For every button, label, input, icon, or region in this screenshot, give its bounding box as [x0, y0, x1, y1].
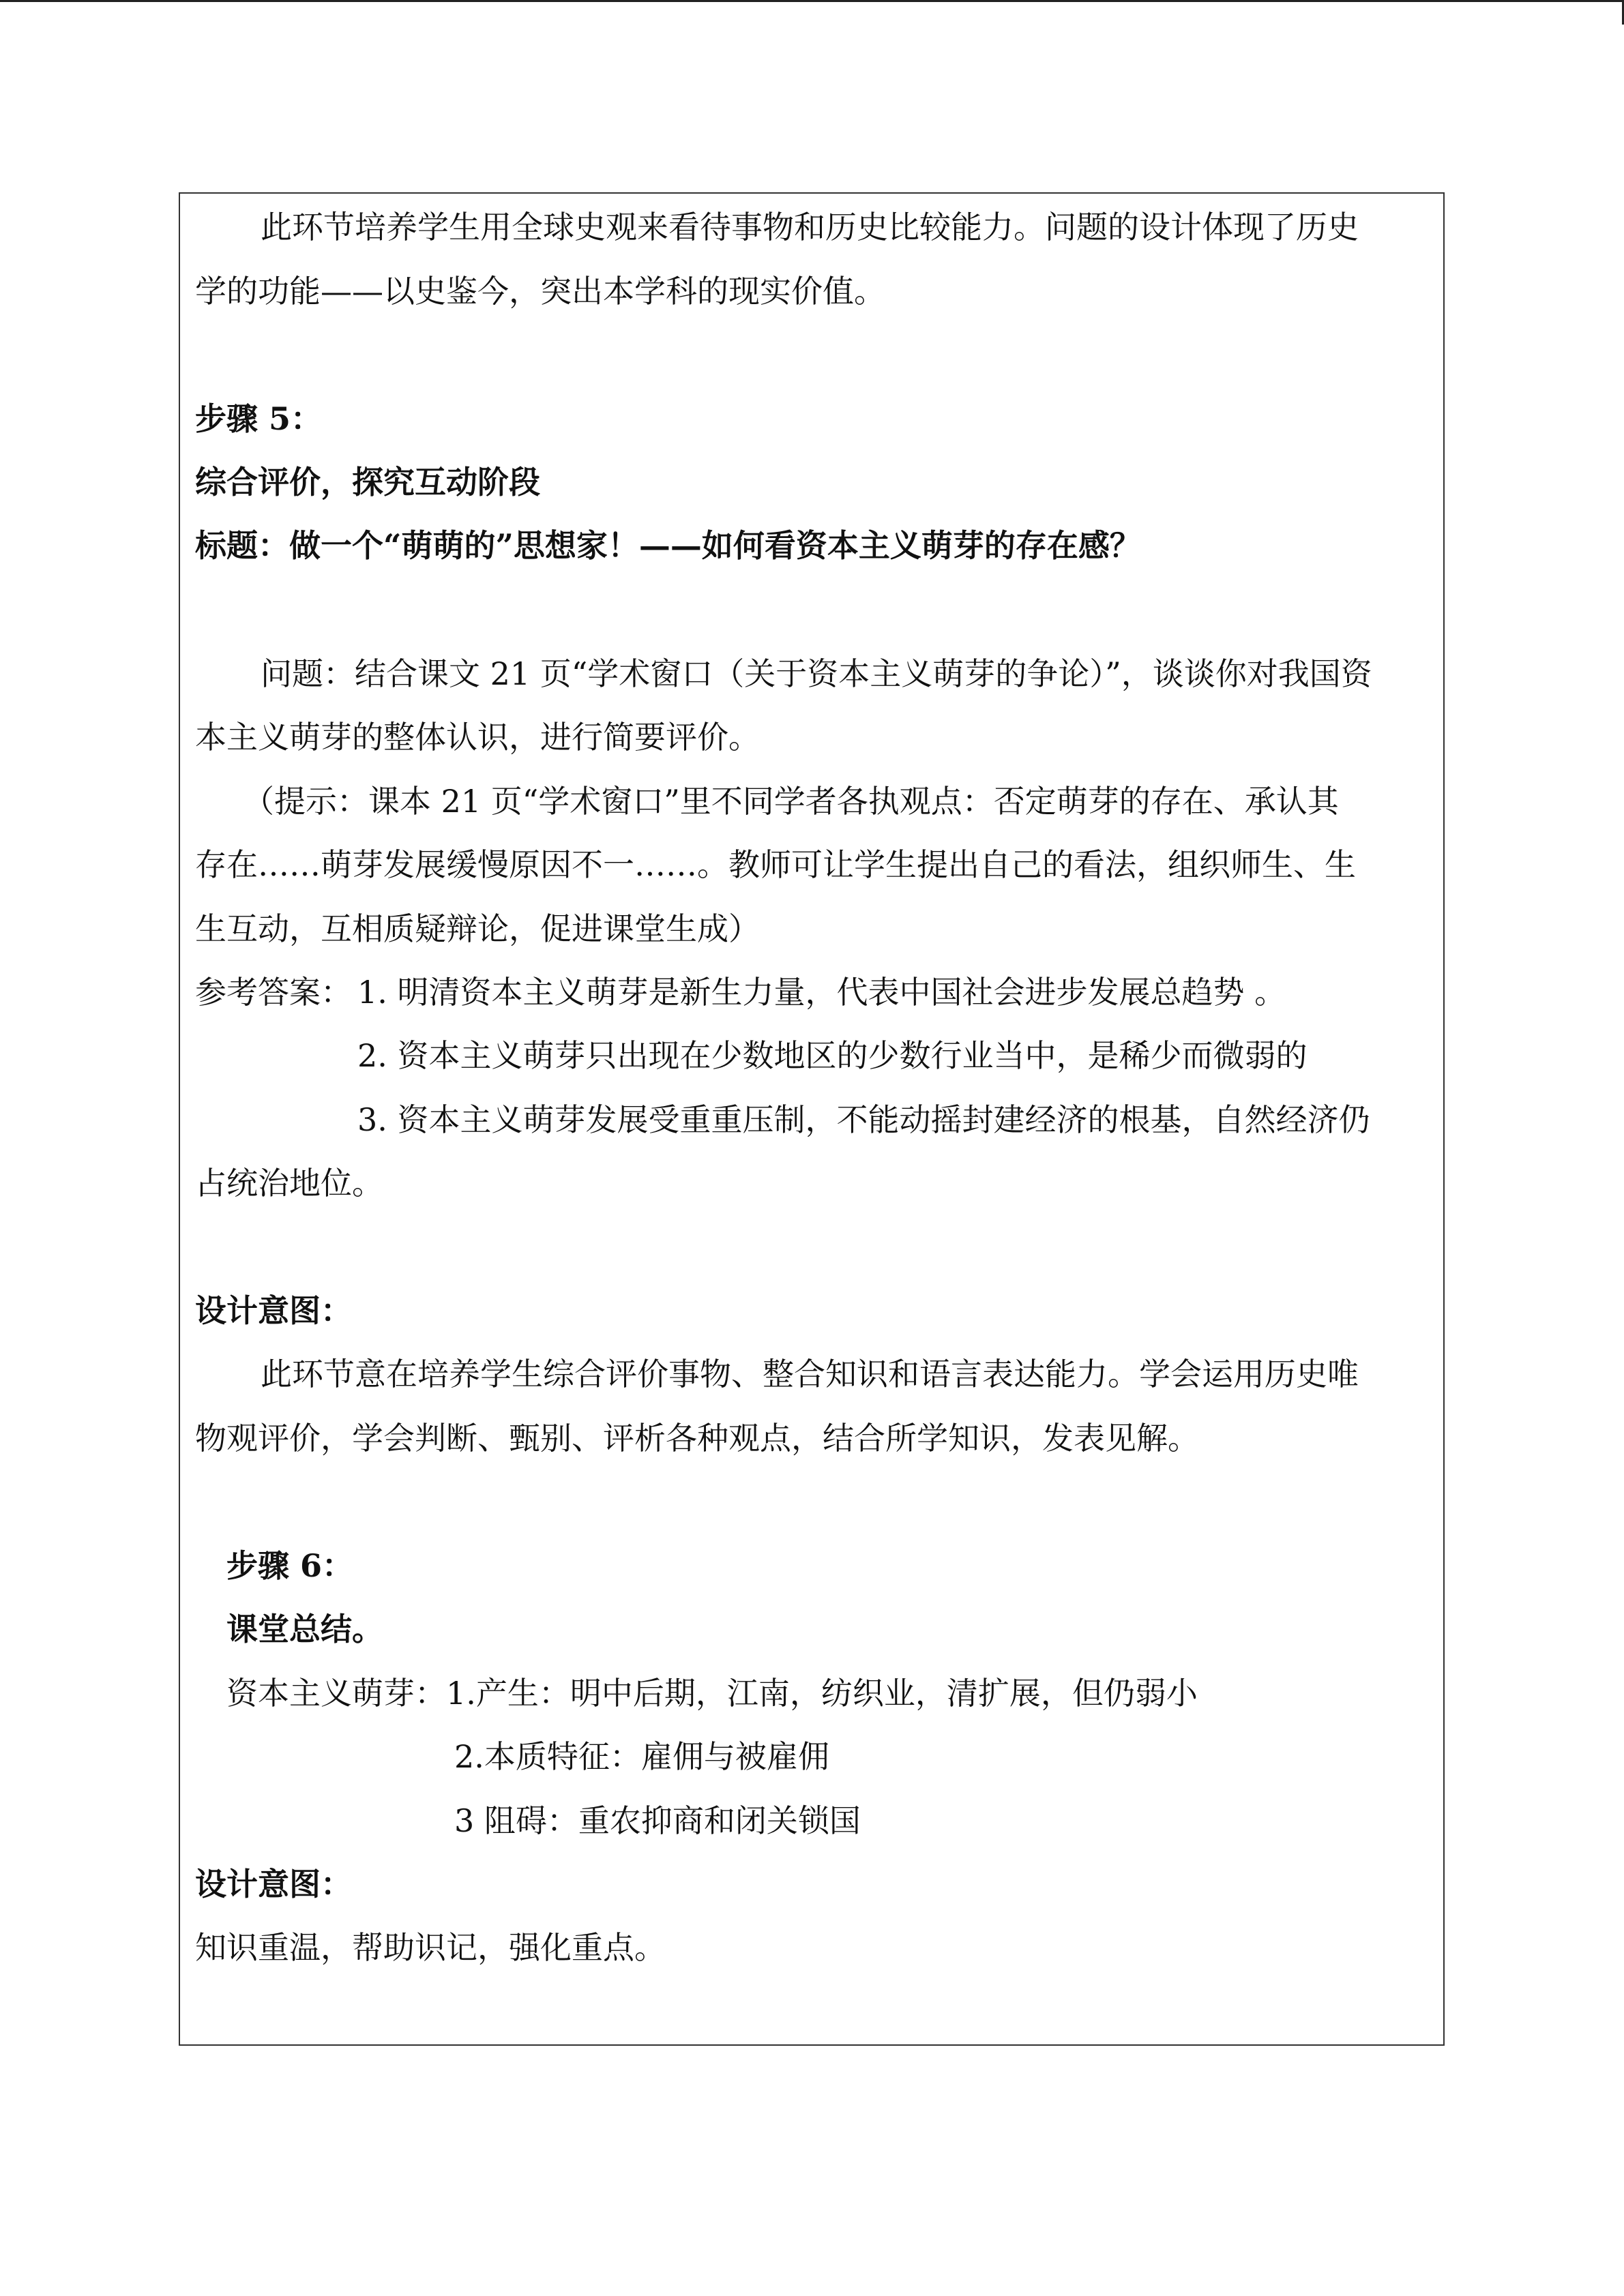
- answer-item: 占统治地位。: [195, 1165, 383, 1202]
- step5-title: 标题：做一个“萌萌的”思想家！——如何看资本主义萌芽的存在感？: [195, 527, 1141, 564]
- paragraph-line: 学的功能——以史鉴今，突出本学科的现实价值。: [195, 273, 885, 310]
- summary-item: 3 阻碍：重农抑商和闭关锁国: [454, 1802, 861, 1839]
- design-intent-line: 物观评价，学会判断、甄别、评析各种观点，结合所学知识，发表见解。: [195, 1420, 1199, 1457]
- answer-item: 1. 明清资本主义萌芽是新生力量，代表中国社会进步发展总趋势 。: [357, 974, 1286, 1011]
- design-intent-heading: 设计意图：: [195, 1292, 352, 1329]
- hint-line: 生互动，互相质疑辩论，促进课堂生成）: [195, 910, 760, 947]
- answer-label: 参考答案：: [195, 974, 352, 1011]
- step6-heading: 步骤 6：: [226, 1547, 354, 1584]
- summary-item: 资本主义萌芽：1.产生：明中后期，江南，纺织业，清扩展，但仍弱小: [226, 1675, 1198, 1712]
- step5-heading: 步骤 5：: [195, 400, 323, 437]
- answer-item: 3. 资本主义萌芽发展受重重压制，不能动摇封建经济的根基，自然经济仍: [357, 1101, 1370, 1138]
- summary-item: 2.本质特征：雇佣与被雇佣: [454, 1738, 829, 1775]
- design-intent-line: 此环节意在培养学生综合评价事物、整合知识和语言表达能力。学会运用历史唯: [261, 1356, 1359, 1392]
- design-intent-heading: 设计意图：: [195, 1866, 352, 1903]
- question-line: 本主义萌芽的整体认识，进行简要评价。: [195, 719, 760, 756]
- page-top-rule: [0, 0, 1624, 2]
- hint-line: 存在……萌芽发展缓慢原因不一……。教师可让学生提出自己的看法，组织师生、生: [195, 846, 1356, 883]
- hint-line: （提示：课本 21 页“学术窗口”里不同学者各执观点：否定萌芽的存在、承认其: [243, 783, 1339, 820]
- answer-item: 2. 资本主义萌芽只出现在少数地区的少数行业当中，是稀少而微弱的: [357, 1037, 1308, 1074]
- question-line: 问题：结合课文 21 页“学术窗口（关于资本主义萌芽的争论）”，谈谈你对我国资: [261, 655, 1372, 692]
- paragraph-line: 此环节培养学生用全球史观来看待事物和历史比较能力。问题的设计体现了历史: [261, 209, 1359, 245]
- design-intent-line: 知识重温，帮助识记，强化重点。: [195, 1929, 666, 1966]
- step6-summary: 课堂总结。: [226, 1611, 383, 1648]
- step5-stage: 综合评价，探究互动阶段: [195, 464, 540, 501]
